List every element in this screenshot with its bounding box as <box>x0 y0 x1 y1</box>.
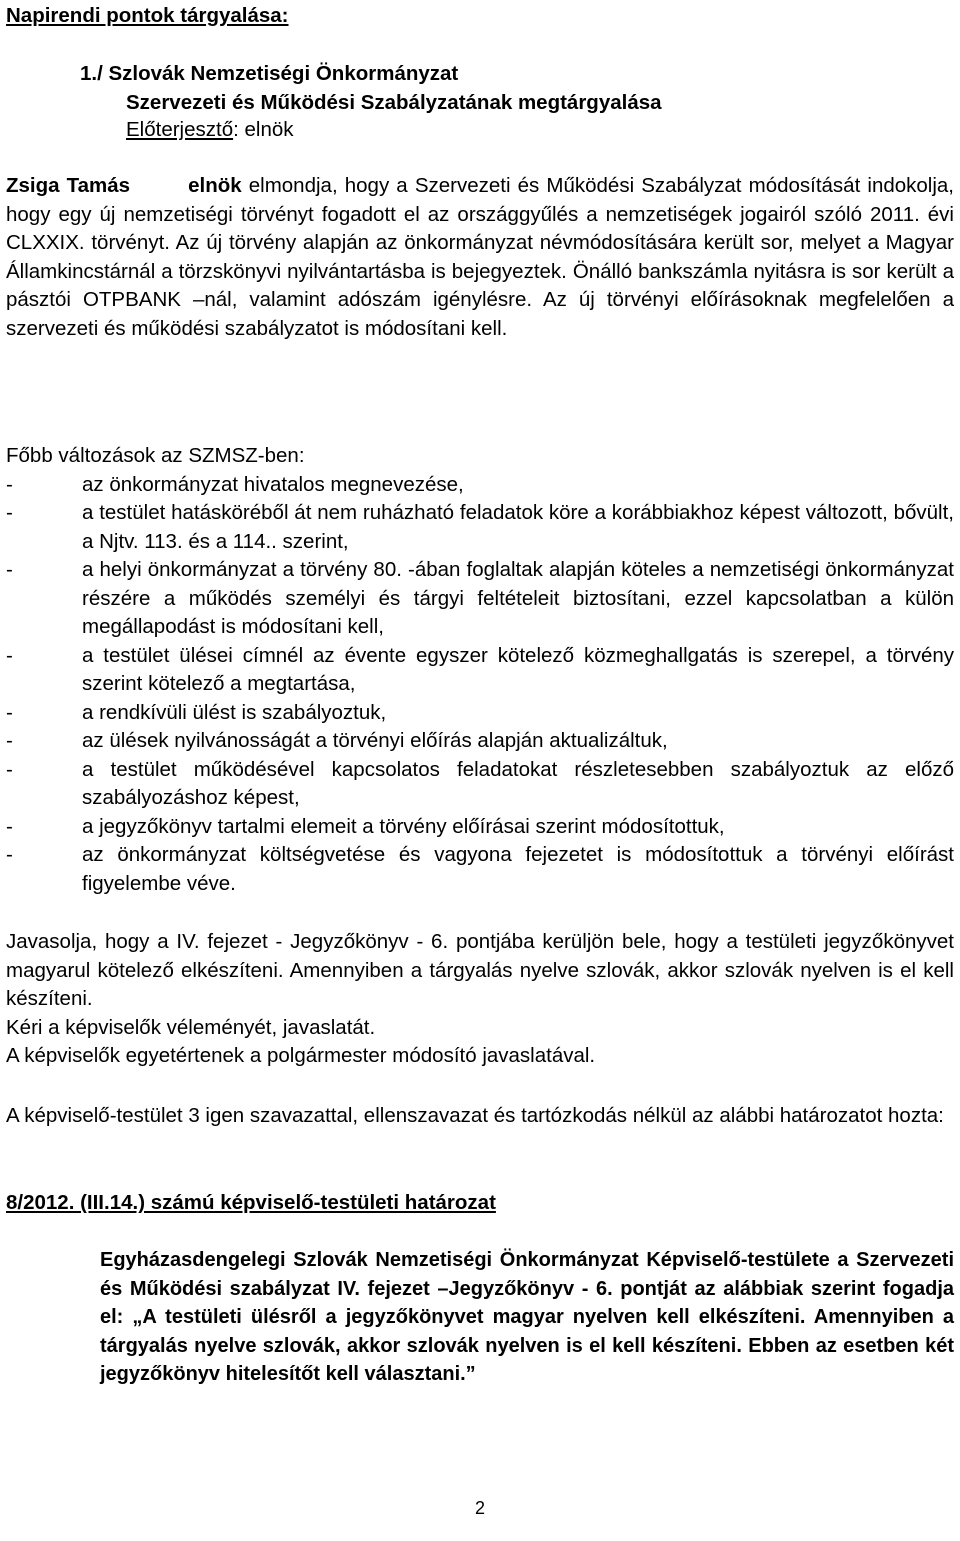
page-number: 2 <box>474 1498 485 1518</box>
list-item: - az önkormányzat hivatalos megnevezése, <box>6 471 954 500</box>
agreement-statement: A képviselők egyetértenek a polgármester módosító javaslatával. <box>6 1044 596 1067</box>
presenter-line <box>126 116 294 145</box>
voting-result: A képviselő-testület 3 igen szavazattal, ellenszavazat és tartózkodás nélkül az alábbi határozatot hozta: <box>6 1104 944 1127</box>
changes-section <box>6 442 954 898</box>
speaker-name: Zsiga Tamás <box>6 174 131 197</box>
speaker-role: elnök <box>188 174 242 197</box>
proposal-section <box>6 928 954 1071</box>
list-item: - a helyi önkormányzat a törvény 80. -ában foglaltak alapján köteles a nemzetiségi önkormányzat részére a működés személyi és tárgyi feltételeit biztosítani, ezzel kapcsolatban a külön megállapodást is módosítani kell, <box>6 556 954 642</box>
list-item: - a testület ülései címnél az évente egyszer kötelező közmeghallgatás is szerepel, a törvény szerint kötelező a megtartása, <box>6 642 954 699</box>
presenter-value: : elnök <box>233 118 294 141</box>
discussion-paragraph <box>6 172 954 343</box>
list-item: - az ülések nyilvánosságát a törvényi előírás alapján aktualizáltuk, <box>6 727 954 756</box>
request-opinion: Kéri a képviselők véleményét, javaslatát. <box>6 1015 376 1039</box>
list-item: - a testület működésével kapcsolatos feladatokat részletesebben szabályoztuk az előző szabályozáshoz képest, <box>6 756 954 813</box>
agenda-item-line1: 1./ Szlovák Nemzetiségi Önkormányzat <box>80 62 459 85</box>
list-item: - a rendkívüli ülést is szabályoztuk, <box>6 699 954 728</box>
list-item: - a jegyzőkönyv tartalmi elemeit a törvény előírásai szerint módosítottuk, <box>6 813 954 842</box>
changes-intro: Főbb változások az SZMSZ-ben: <box>6 444 305 467</box>
agenda-item-title <box>80 60 662 117</box>
list-item: - a testület hatásköréből át nem ruházható feladatok köre a korábbiakhoz képest változott, bővült, a Njtv. 113. és a 114.. szerint, <box>6 499 954 556</box>
changes-list <box>6 471 954 899</box>
resolution-title: 8/2012. (III.14.) számú képviselő-testületi határozat <box>6 1191 496 1214</box>
presenter-label: Előterjesztő <box>126 118 234 141</box>
proposal-paragraph: Javasolja, hogy a IV. fejezet - Jegyzőkönyv - 6. pontjába kerüljön bele, hogy a testületi jegyzőkönyvet magyarul kötelező elkészíteni. Amennyiben a tárgyalás nyelve szlovák, akkor szlovák nyelven is el kell készíteni. <box>6 930 954 1010</box>
section-heading: Napirendi pontok tárgyalása: <box>6 4 289 27</box>
list-item: - az önkormányzat költségvetése és vagyona fejezetet is módosítottuk a törvényi előírást figyelembe véve. <box>6 841 954 898</box>
discussion-text: elmondja, hogy a Szervezeti és Működési Szabályzat módosítását indokolja, hogy egy új nemzetiségi törvényt fogadott el az országgyűlés a nemzetiségek jogairól szóló 2011. évi CLXXIX. törvényt. Az új törvény alapján az önkormányzat névmódosítására került sor, melyet a Magyar Államkincstárnál a törzskönyvi nyilvántartásba is bejegyeztek. Önálló bankszámla nyitásra is sor került a pásztói OTPBANK –nál, valamint adószám igénylésre. Az új törvényi előírásoknak megfelelően a szervezeti és működési szabályzatot is módosítani kell. <box>6 174 955 340</box>
agenda-item-line2: Szervezeti és Működési Szabályzatának megtárgyalása <box>126 90 662 114</box>
resolution-text: Egyházasdengelegi Szlovák Nemzetiségi Önkormányzat Képviselő-testülete a Szervezeti és Működési szabályzat IV. fejezet –Jegyzőkönyv - 6. pontját az alábbiak szerint fogadja el: „A testületi ülésről a jegyzőkönyvet magyar nyelven kell elkészíteni. Amennyiben a tárgyalás nyelve szlovák, akkor szlovák nyelven is el kell készíteni. Ebben az esetben két jegyzőkönyv hitelesítőt kell választani.” <box>100 1249 954 1385</box>
